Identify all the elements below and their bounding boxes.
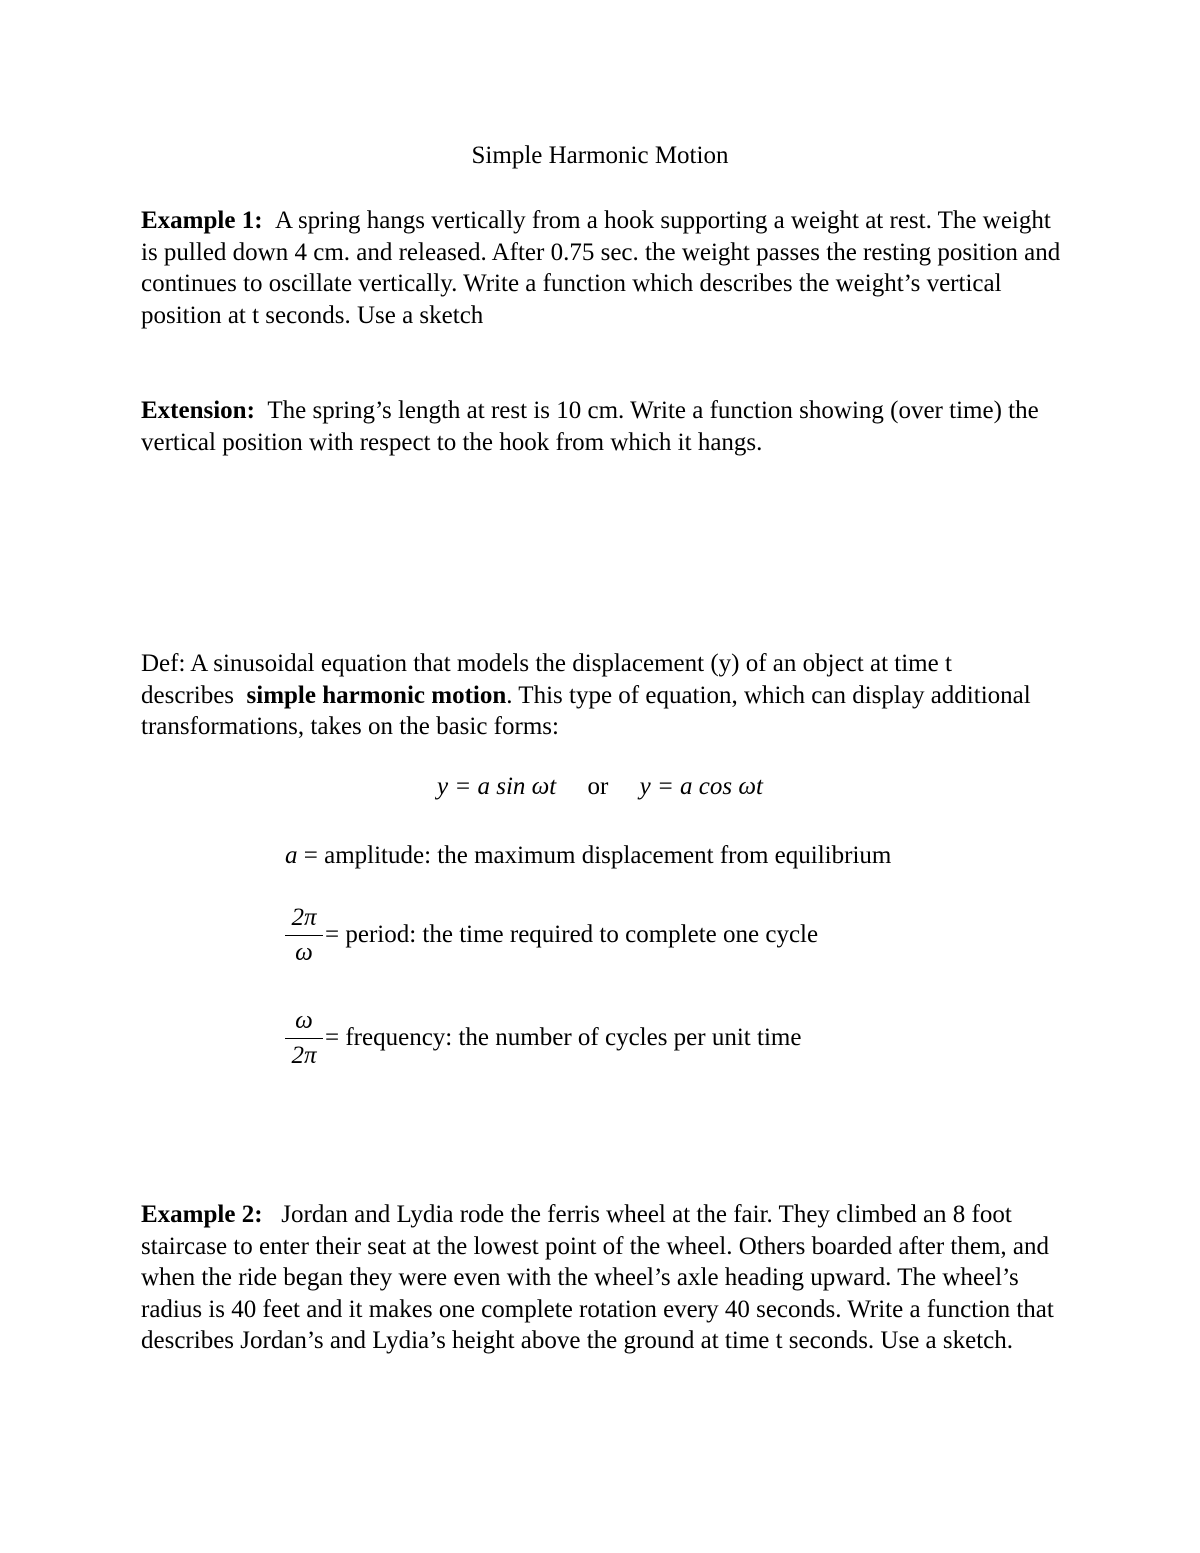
example-2-label: Example 2:: [141, 1201, 263, 1228]
frequency-denominator: 2π: [291, 1041, 317, 1069]
period-denominator: ω: [295, 938, 313, 966]
period-definition: [285, 900, 818, 970]
period-text: = period: the time required to complete one cycle: [325, 921, 819, 948]
definition-suffix: . This type of equation, which can display additional transformations, takes on the basic forms:: [141, 681, 1031, 740]
cos-form-equation: y = a cos ωt: [639, 773, 763, 800]
amplitude-symbol: a: [285, 842, 298, 869]
example-1-paragraph: [141, 205, 1061, 331]
frequency-numerator: ω: [285, 1006, 323, 1039]
page-title: Simple Harmonic Motion: [471, 142, 729, 169]
period-fraction: [285, 903, 323, 968]
extension-paragraph: [141, 395, 1061, 458]
amplitude-definition: [285, 842, 891, 870]
extension-label: Extension:: [141, 397, 255, 424]
example-1-text: A spring hangs vertically from a hook supporting a weight at rest. The weight is pulled down 4 cm. and released. After 0.75 sec. the weight passes the resting position and continues to oscillate vertically. Write a function which describes the weight’s vertical position at t seconds. Use a sketch: [141, 207, 1061, 329]
example-1-label: Example 1:: [141, 207, 263, 234]
example-2-paragraph: [141, 1199, 1061, 1357]
definition-paragraph: [141, 648, 1061, 743]
amplitude-text: = amplitude: the maximum displacement from equilibrium: [303, 842, 892, 869]
example-2-text: Jordan and Lydia rode the ferris wheel at the fair. They climbed an 8 foot staircase to enter their seat at the lowest point of the wheel. Others boarded after them, and when the ride began they were even with the wheel’s axle heading upward. The wheel’s radius is 40 feet and it makes one complete rotation every 40 seconds. Write a function that describes Jordan’s and Lydia’s height above the ground at time t seconds. Use a sketch.: [141, 1201, 1054, 1354]
definition-term: simple harmonic motion: [246, 681, 507, 709]
basic-forms-equations: [0, 773, 1200, 801]
period-numerator: 2π: [285, 903, 323, 936]
forms-connector: or: [587, 773, 609, 800]
definition-prefix: Def: A sinusoidal equation that models the displacement (y) of an object at time t describes: [141, 650, 952, 709]
extension-text: The spring’s length at rest is 10 cm. Write a function showing (over time) the vertical position with respect to the hook from which it hangs.: [141, 397, 1039, 456]
frequency-fraction: [285, 1006, 323, 1071]
sin-form-equation: y = a sin ωt: [437, 773, 557, 800]
frequency-definition: [285, 1003, 801, 1073]
frequency-text: = frequency: the number of cycles per unit time: [325, 1024, 802, 1051]
